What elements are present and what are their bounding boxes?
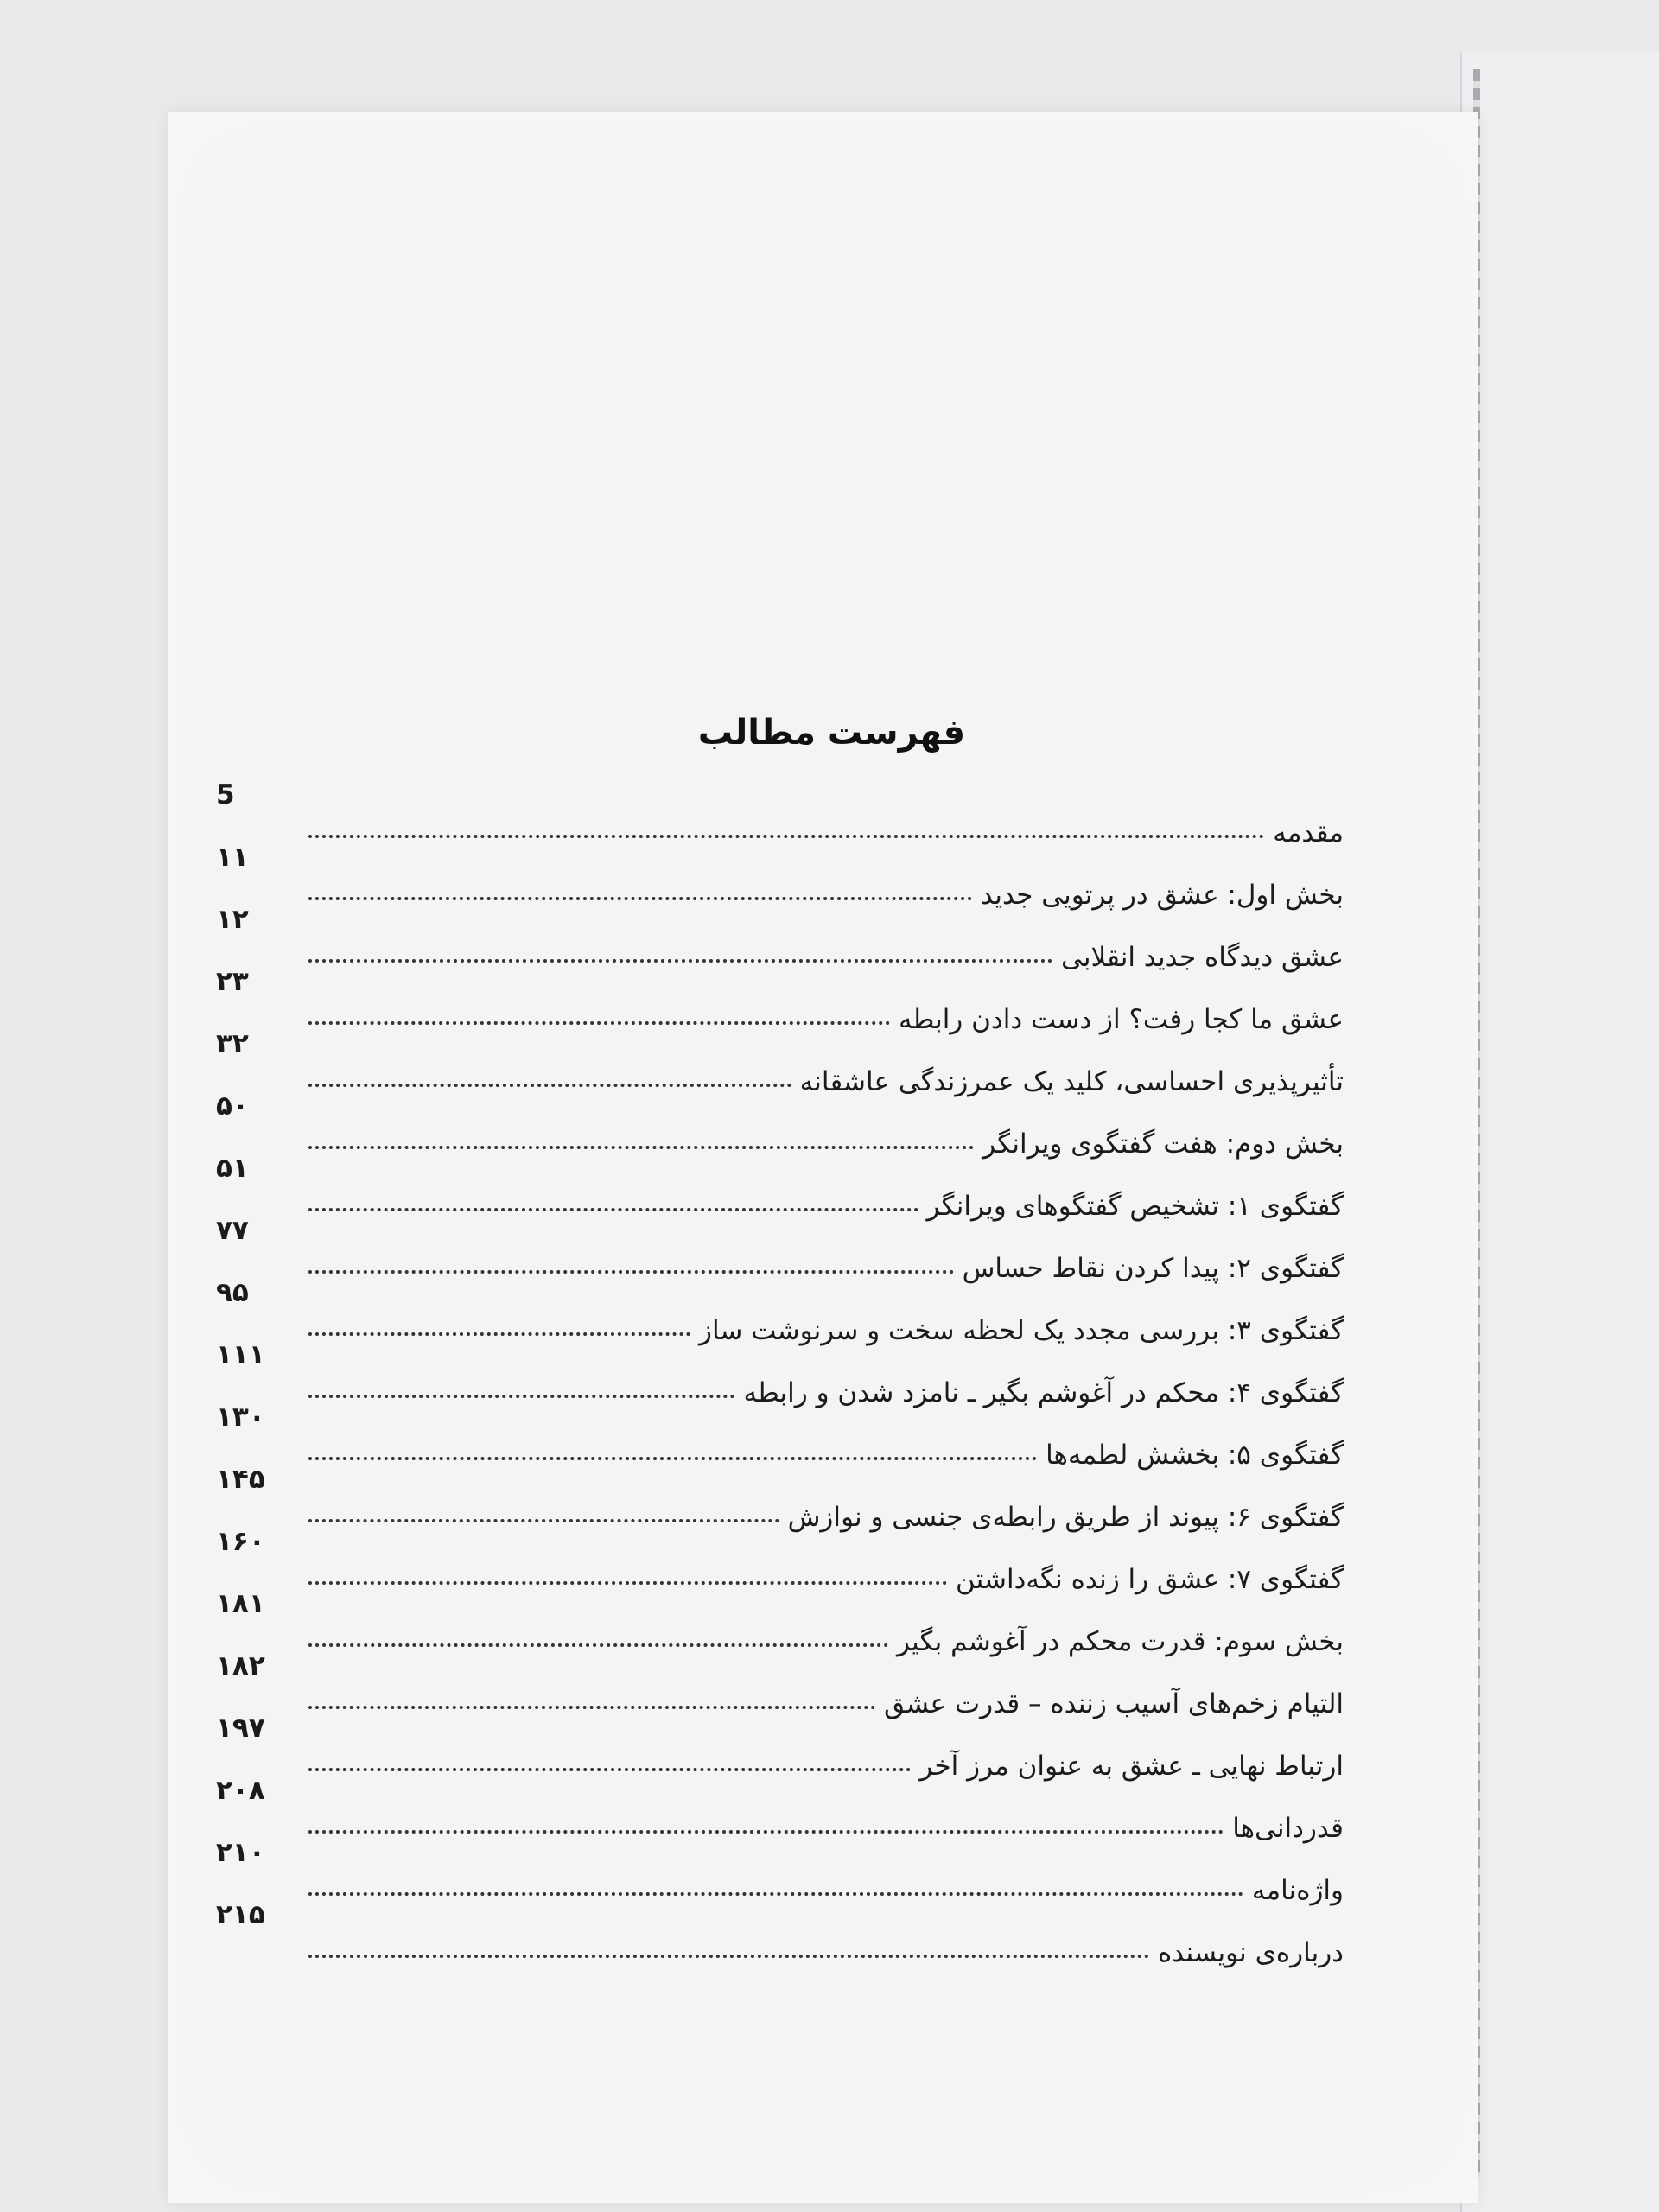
dot-leader [308,1706,875,1709]
toc-entry [216,1837,1344,1906]
toc-entry-page: ۱۸۲ [216,1650,265,1681]
toc-entry [216,1650,1344,1719]
dot-leader [308,897,972,900]
dot-leader [308,1021,890,1025]
toc-entry-page: ۲۳ [216,966,249,997]
dot-leader [308,1084,791,1087]
toc-entry-label: درباره‌ی نویسنده [1158,1937,1344,1968]
toc-entry [216,1215,1344,1284]
toc-entry [216,1588,1344,1657]
toc-entry [216,1028,1344,1097]
book-page-stack [1460,52,1659,2212]
dot-leader [308,835,1264,838]
toc-entry [216,1526,1344,1595]
dot-leader [308,959,1052,963]
toc-entry-label: گفتگوی ۵: بخشش لطمه‌ها [1046,1440,1344,1471]
toc-entry [216,966,1344,1035]
dot-leader [308,1332,690,1336]
toc-entry-label: ارتباط نهایی ـ عشق به عنوان مرز آخر [919,1751,1344,1782]
dot-leader [308,1892,1243,1896]
toc-entry-page: ۲۱۵ [216,1899,265,1930]
toc-entry-page: ۵۰ [216,1090,249,1122]
dot-leader [308,1955,1149,1958]
toc-entry-label: بخش اول: عشق در پرتویی جدید [981,880,1344,911]
dot-leader [308,1768,911,1771]
toc-list [216,779,1344,1968]
toc-entry-label: واژه‌نامه [1251,1875,1344,1906]
toc-entry-label: قدردانی‌ها [1232,1813,1344,1844]
toc-entry-page: ۹۵ [216,1277,249,1308]
toc-entry-page: ۱۴۵ [216,1464,265,1495]
toc-entry [216,904,1344,973]
toc-entry-label: گفتگوی ۲: پیدا کردن نقاط حساس [962,1253,1344,1284]
dot-leader [308,1208,918,1211]
toc-entry-page: ۱۱۱ [216,1339,265,1370]
toc-entry-label: تأثیرپذیری احساسی، کلید یک عمرزندگی عاشقانه [799,1066,1344,1097]
toc-entry [216,1339,1344,1408]
toc-entry [216,1899,1344,1968]
toc-entry [216,1713,1344,1782]
toc-entry [216,1464,1344,1533]
toc-entry-page: ۷۷ [216,1215,249,1246]
toc-entry-page: 5 [216,779,235,810]
dot-leader [308,1830,1224,1834]
toc-entry-label: گفتگوی ۴: محکم در آغوشم بگیر ـ نامزد شدن و رابطه [743,1377,1344,1408]
toc-entry [216,1153,1344,1222]
toc-entry-label: گفتگوی ۳: بررسی مجدد یک لحظه سخت و سرنوشت ساز [699,1315,1344,1346]
toc-entry [216,1090,1344,1160]
dot-leader [308,1457,1037,1460]
dot-leader [308,1270,954,1274]
toc-entry [216,1775,1344,1844]
dot-leader [308,1519,779,1522]
toc-entry-label: بخش سوم: قدرت محکم در آغوشم بگیر [897,1626,1344,1657]
dot-leader [308,1581,947,1585]
toc-entry-page: ۱۳۰ [216,1402,265,1433]
toc-entry-page: ۵۱ [216,1153,249,1184]
toc-entry-label: گفتگوی ۶: پیوند از طریق رابطه‌ی جنسی و نوازش [787,1502,1344,1533]
toc-entry-label: عشق دیدگاه جدید انقلابی [1061,942,1344,973]
toc-entry [216,1402,1344,1471]
toc-entry-label: گفتگوی ۷: عشق را زنده نگه‌داشتن [956,1564,1344,1595]
dot-leader [308,1643,888,1647]
dot-leader [308,1146,974,1149]
book-page [168,112,1478,2203]
toc-entry-page: ۱۶۰ [216,1526,265,1557]
toc-entry [216,842,1344,911]
toc-entry-page: ۱۲ [216,904,249,935]
toc-entry-page: ۳۲ [216,1028,249,1059]
toc-entry-page: ۲۱۰ [216,1837,265,1868]
toc-title: فهرست مطالب [697,713,966,753]
toc-entry-label: التیام زخم‌های آسیب زننده – قدرت عشق [884,1688,1344,1719]
toc-entry [216,1277,1344,1346]
toc-entry-label: بخش دوم: هفت گفتگوی ویرانگر [982,1128,1344,1160]
toc-entry-label: عشق ما کجا رفت؟ از دست دادن رابطه [899,1004,1344,1035]
toc-entry-page: ۱۸۱ [216,1588,265,1619]
toc-entry-label: گفتگوی ۱: تشخیص گفتگوهای ویرانگر [926,1191,1344,1222]
toc-entry-page: ۱۱ [216,842,249,873]
toc-entry-page: ۱۹۷ [216,1713,265,1744]
toc-entry-label: مقدمه [1273,817,1344,849]
toc-entry-page: ۲۰۸ [216,1775,265,1806]
toc-entry [216,779,1344,849]
dot-leader [308,1395,734,1398]
